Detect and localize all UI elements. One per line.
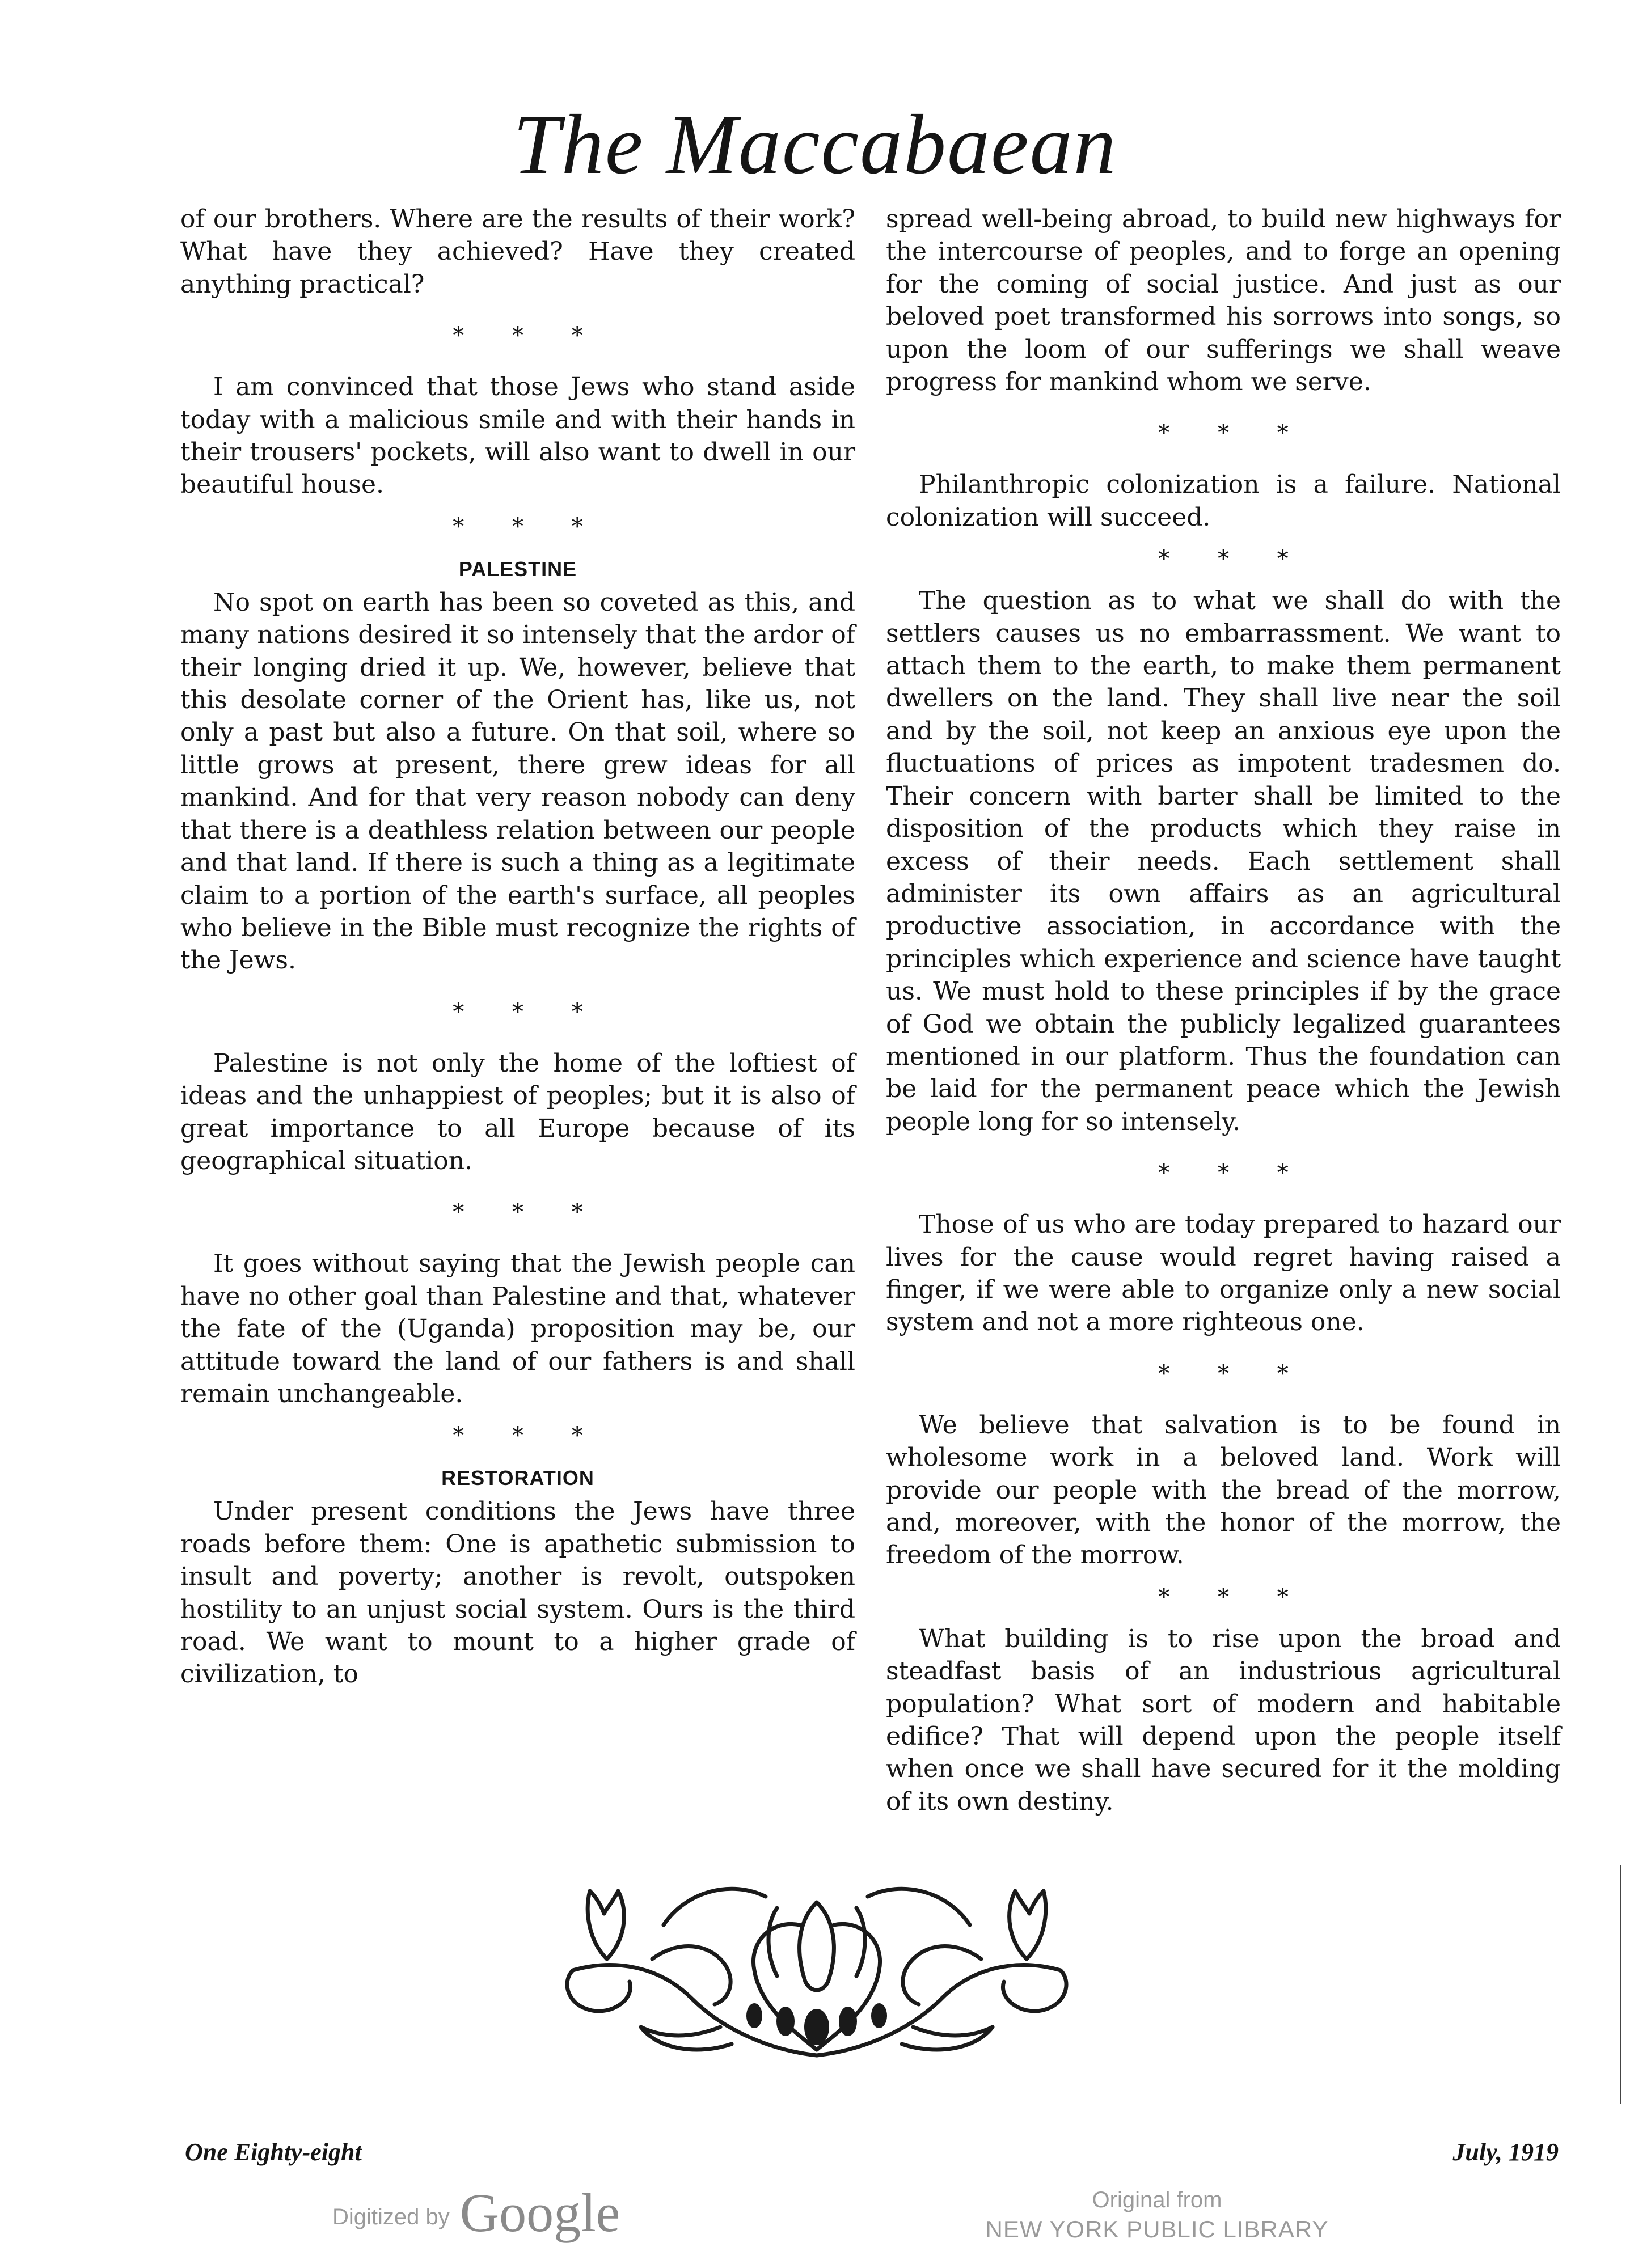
section-separator: * * * [453, 998, 603, 1025]
paragraph: Under present conditions the Jews have three roads before them: One is apathetic submission to insult and poverty; another is revolt, outspoken hostility to an unjust social system. Ours is the third road. We want to mount to a higher grade of civilization, to [180, 1497, 855, 1689]
section-heading-restoration: RESTORATION [441, 1466, 594, 1490]
section-heading-palestine: PALESTINE [458, 557, 577, 581]
paragraph: The question as to what we shall do with the settlers causes us no embarrassment. We want to attach them to the earth, to make them permanent dwellers on the land. They shall live near the soil and by the soil, not keep an anxious eye upon the fluctuations of prices as impotent tradesmen do. Their concern with barter shall be limited to the disposition of the products which they raise in excess of their needs. Each settlement shall administer its own affairs as an agricultural productive association, in accordance with the principles which experience and science have taught us. We must hold to these principles if by the grace of God we obtain the publicly legalized guarantees mentioned in our platform. Thus the foundation can be laid for the permanent peace which the Jewish people long for so intensely. [886, 586, 1561, 1136]
paragraph: of our brothers. Where are the results of their work? What have they achieved? Have they created anything practical? [180, 205, 855, 299]
google-logo-text: Google [459, 2182, 620, 2243]
library-name: NEW YORK PUBLIC LIBRARY [985, 2216, 1329, 2242]
original-from-watermark [976, 2186, 1338, 2245]
floral-ornament-icon [550, 1857, 1083, 2067]
left-column [180, 203, 855, 1691]
paragraph: spread well-being abroad, to build new highways for the intercourse of peoples, and to forge an opening for the coming of social justice. And just as our beloved poet transformed his sorrows into songs, so upon the loom of our sufferings we shall weave progress for mankind whom we serve. [886, 205, 1561, 397]
section-separator: * * * [453, 1199, 603, 1226]
right-column [886, 203, 1561, 1818]
paragraph: No spot on earth has been so coveted as this, and many nations desired it so intensely that the ardor of their longing dried it up. We, however, believe that this desolate corner of the Orient has, like us, not only a past but also a future. On that soil, where so little grows at present, there grew ideas for all mankind. And for that very reason nobody can deny that there is a deathless relation between our people and that land. If there is such a thing as a legitimate claim to a portion of the earth's surface, all peoples who believe in the Bible must recognize the rights of the Jews. [180, 587, 855, 975]
masthead-title: The Maccabaean [513, 98, 1117, 192]
digitized-by-watermark [332, 2182, 620, 2243]
page-number: One Eighty-eight [185, 2138, 362, 2166]
section-separator: * * * [1158, 1360, 1309, 1387]
paragraph: What building is to rise upon the broad and steadfast basis of an industrious agricultural population? What sort of modern and habitable edifice? That will depend upon the people itself when once we shall have secured for it the molding of its own destiny. [886, 1624, 1561, 1816]
paragraph: I am convinced that those Jews who stand aside today with a malicious smile and with their hands in their trousers' pockets, will also want to dwell in our beautiful house. [180, 373, 855, 500]
section-separator: * * * [1158, 1160, 1309, 1187]
paragraph: It goes without saying that the Jewish people can have no other goal than Palestine and that, whatever the fate of the (Uganda) proposition may be, our attitude toward the land of our fathers is and shall remain unchangeable. [180, 1249, 855, 1408]
section-separator: * * * [453, 323, 603, 349]
section-separator: * * * [453, 1423, 603, 1449]
paragraph: Palestine is not only the home of the loftiest of ideas and the unhappiest of peoples; but it is also of great importance to all Europe because of its geographical situation. [180, 1048, 855, 1175]
section-separator: * * * [1158, 1584, 1309, 1610]
paragraph: We believe that salvation is to be found in wholesome work in a beloved land. Work will provide our people with the bread of the morrow, and, moreover, with the honor of the morrow, the freedom of the morrow. [886, 1410, 1561, 1570]
section-separator: * * * [1158, 546, 1309, 573]
paragraph: Philanthropic colonization is a failure. National colonization will succeed. [886, 470, 1561, 532]
scan-edge-line [1620, 1865, 1621, 2104]
section-separator: * * * [453, 513, 603, 540]
original-from-label: Original from [1092, 2187, 1222, 2212]
issue-date: July, 1919 [1452, 2138, 1559, 2166]
paragraph: Those of us who are today prepared to hazard our lives for the cause would regret having raised a finger, if we were able to organize only a new social system and not a more righteous one. [886, 1210, 1561, 1337]
section-separator: * * * [1158, 420, 1309, 447]
digitized-by-label: Digitized by [332, 2204, 450, 2229]
